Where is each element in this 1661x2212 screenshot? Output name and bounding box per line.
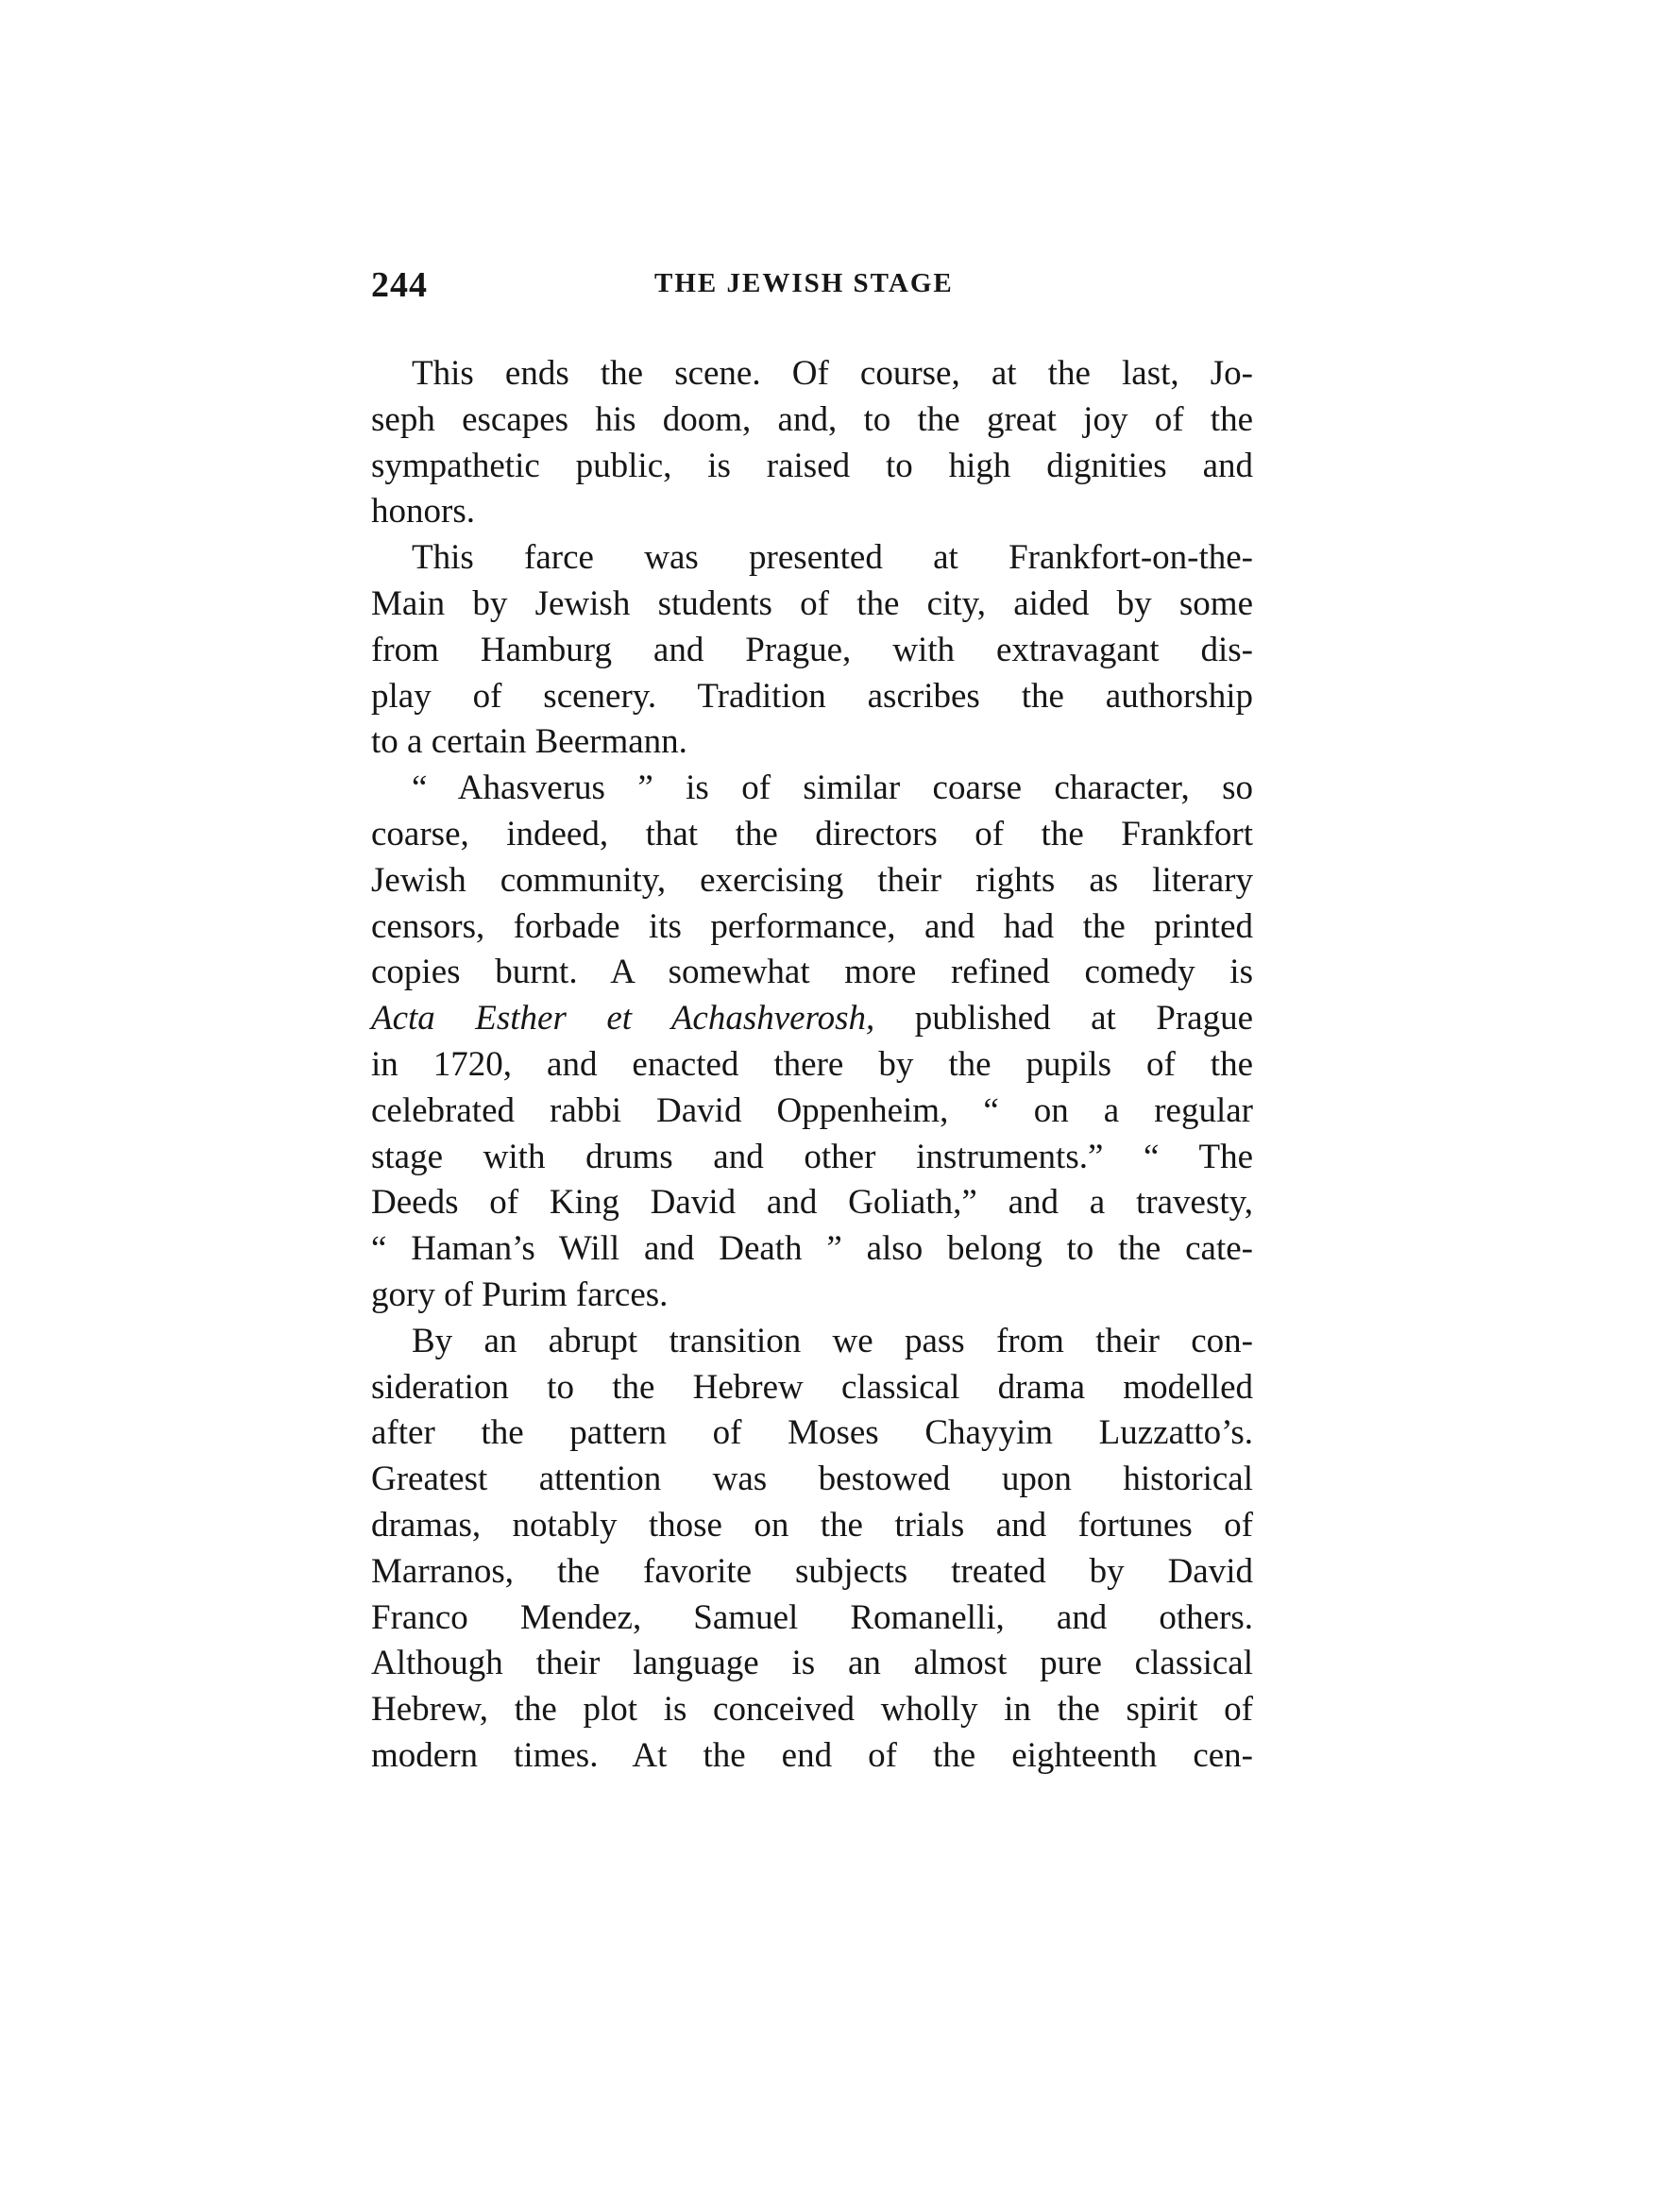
text-line: “ Ahasverus ” is of similar coarse character, so	[412, 768, 1253, 808]
text-line: Deeds of King David and Goliath,” and a travesty,	[371, 1183, 1253, 1223]
text-line: after the pattern of Moses Chayyim Luzzatto’s.	[371, 1413, 1253, 1453]
text-line: By an abrupt transition we pass from their con-	[412, 1321, 1253, 1360]
text-line: This ends the scene. Of course, at the last, Jo-	[412, 354, 1253, 393]
text-line: modern times. At the end of the eighteenth cen-	[371, 1736, 1253, 1775]
text-line: Main by Jewish students of the city, aided by some	[371, 584, 1253, 623]
line-text: published at Prague	[874, 999, 1253, 1038]
text-line: gory of Purim farces.	[371, 1275, 669, 1314]
text-line: “ Haman’s Will and Death ” also belong to the cate-	[371, 1229, 1253, 1269]
text-line: Greatest attention was bestowed upon historical	[371, 1460, 1253, 1499]
text-line: seph escapes his doom, and, to the great joy of the	[371, 399, 1253, 439]
text-line: sympathetic public, is raised to high dignities and	[371, 446, 1253, 485]
text-line: coarse, indeed, that the directors of the Frankfort	[371, 815, 1253, 853]
text-line: copies burnt. A somewhat more refined comedy is	[371, 953, 1253, 992]
italic-title: Acta Esther et Achashverosh,	[371, 999, 875, 1038]
text-line: censors, forbade its performance, and had the printed	[371, 906, 1253, 946]
text-line: honors.	[371, 492, 475, 532]
text-line: Hebrew, the plot is conceived wholly in the spirit of	[371, 1690, 1253, 1730]
text-line: Jewish community, exercising their rights as literary	[371, 860, 1253, 900]
text-line: to a certain Beermann.	[371, 722, 687, 762]
text-line: stage with drums and other instruments.” “ The	[371, 1137, 1253, 1176]
text-line: This farce was presented at Frankfort-on-the-	[412, 538, 1253, 578]
text-line	[371, 996, 1253, 1041]
running-head: THE JEWISH STAGE	[654, 268, 954, 298]
text-line: Franco Mendez, Samuel Romanelli, and others.	[371, 1597, 1253, 1637]
text-line: dramas, notably those on the trials and fortunes of	[371, 1506, 1253, 1545]
text-line: Marranos, the favorite subjects treated by David	[371, 1551, 1253, 1591]
page-number: 244	[371, 265, 428, 305]
text-line: from Hamburg and Prague, with extravagant dis-	[371, 630, 1253, 669]
text-line: Although their language is an almost pure classical	[371, 1644, 1253, 1683]
page-header	[371, 264, 1253, 308]
text-line: celebrated rabbi David Oppenheim, “ on a regular	[371, 1090, 1253, 1130]
text-line: play of scenery. Tradition ascribes the authorship	[371, 676, 1253, 716]
text-line: in 1720, and enacted there by the pupils of the	[371, 1045, 1253, 1084]
text-line: sideration to the Hebrew classical drama modelled	[371, 1367, 1253, 1407]
